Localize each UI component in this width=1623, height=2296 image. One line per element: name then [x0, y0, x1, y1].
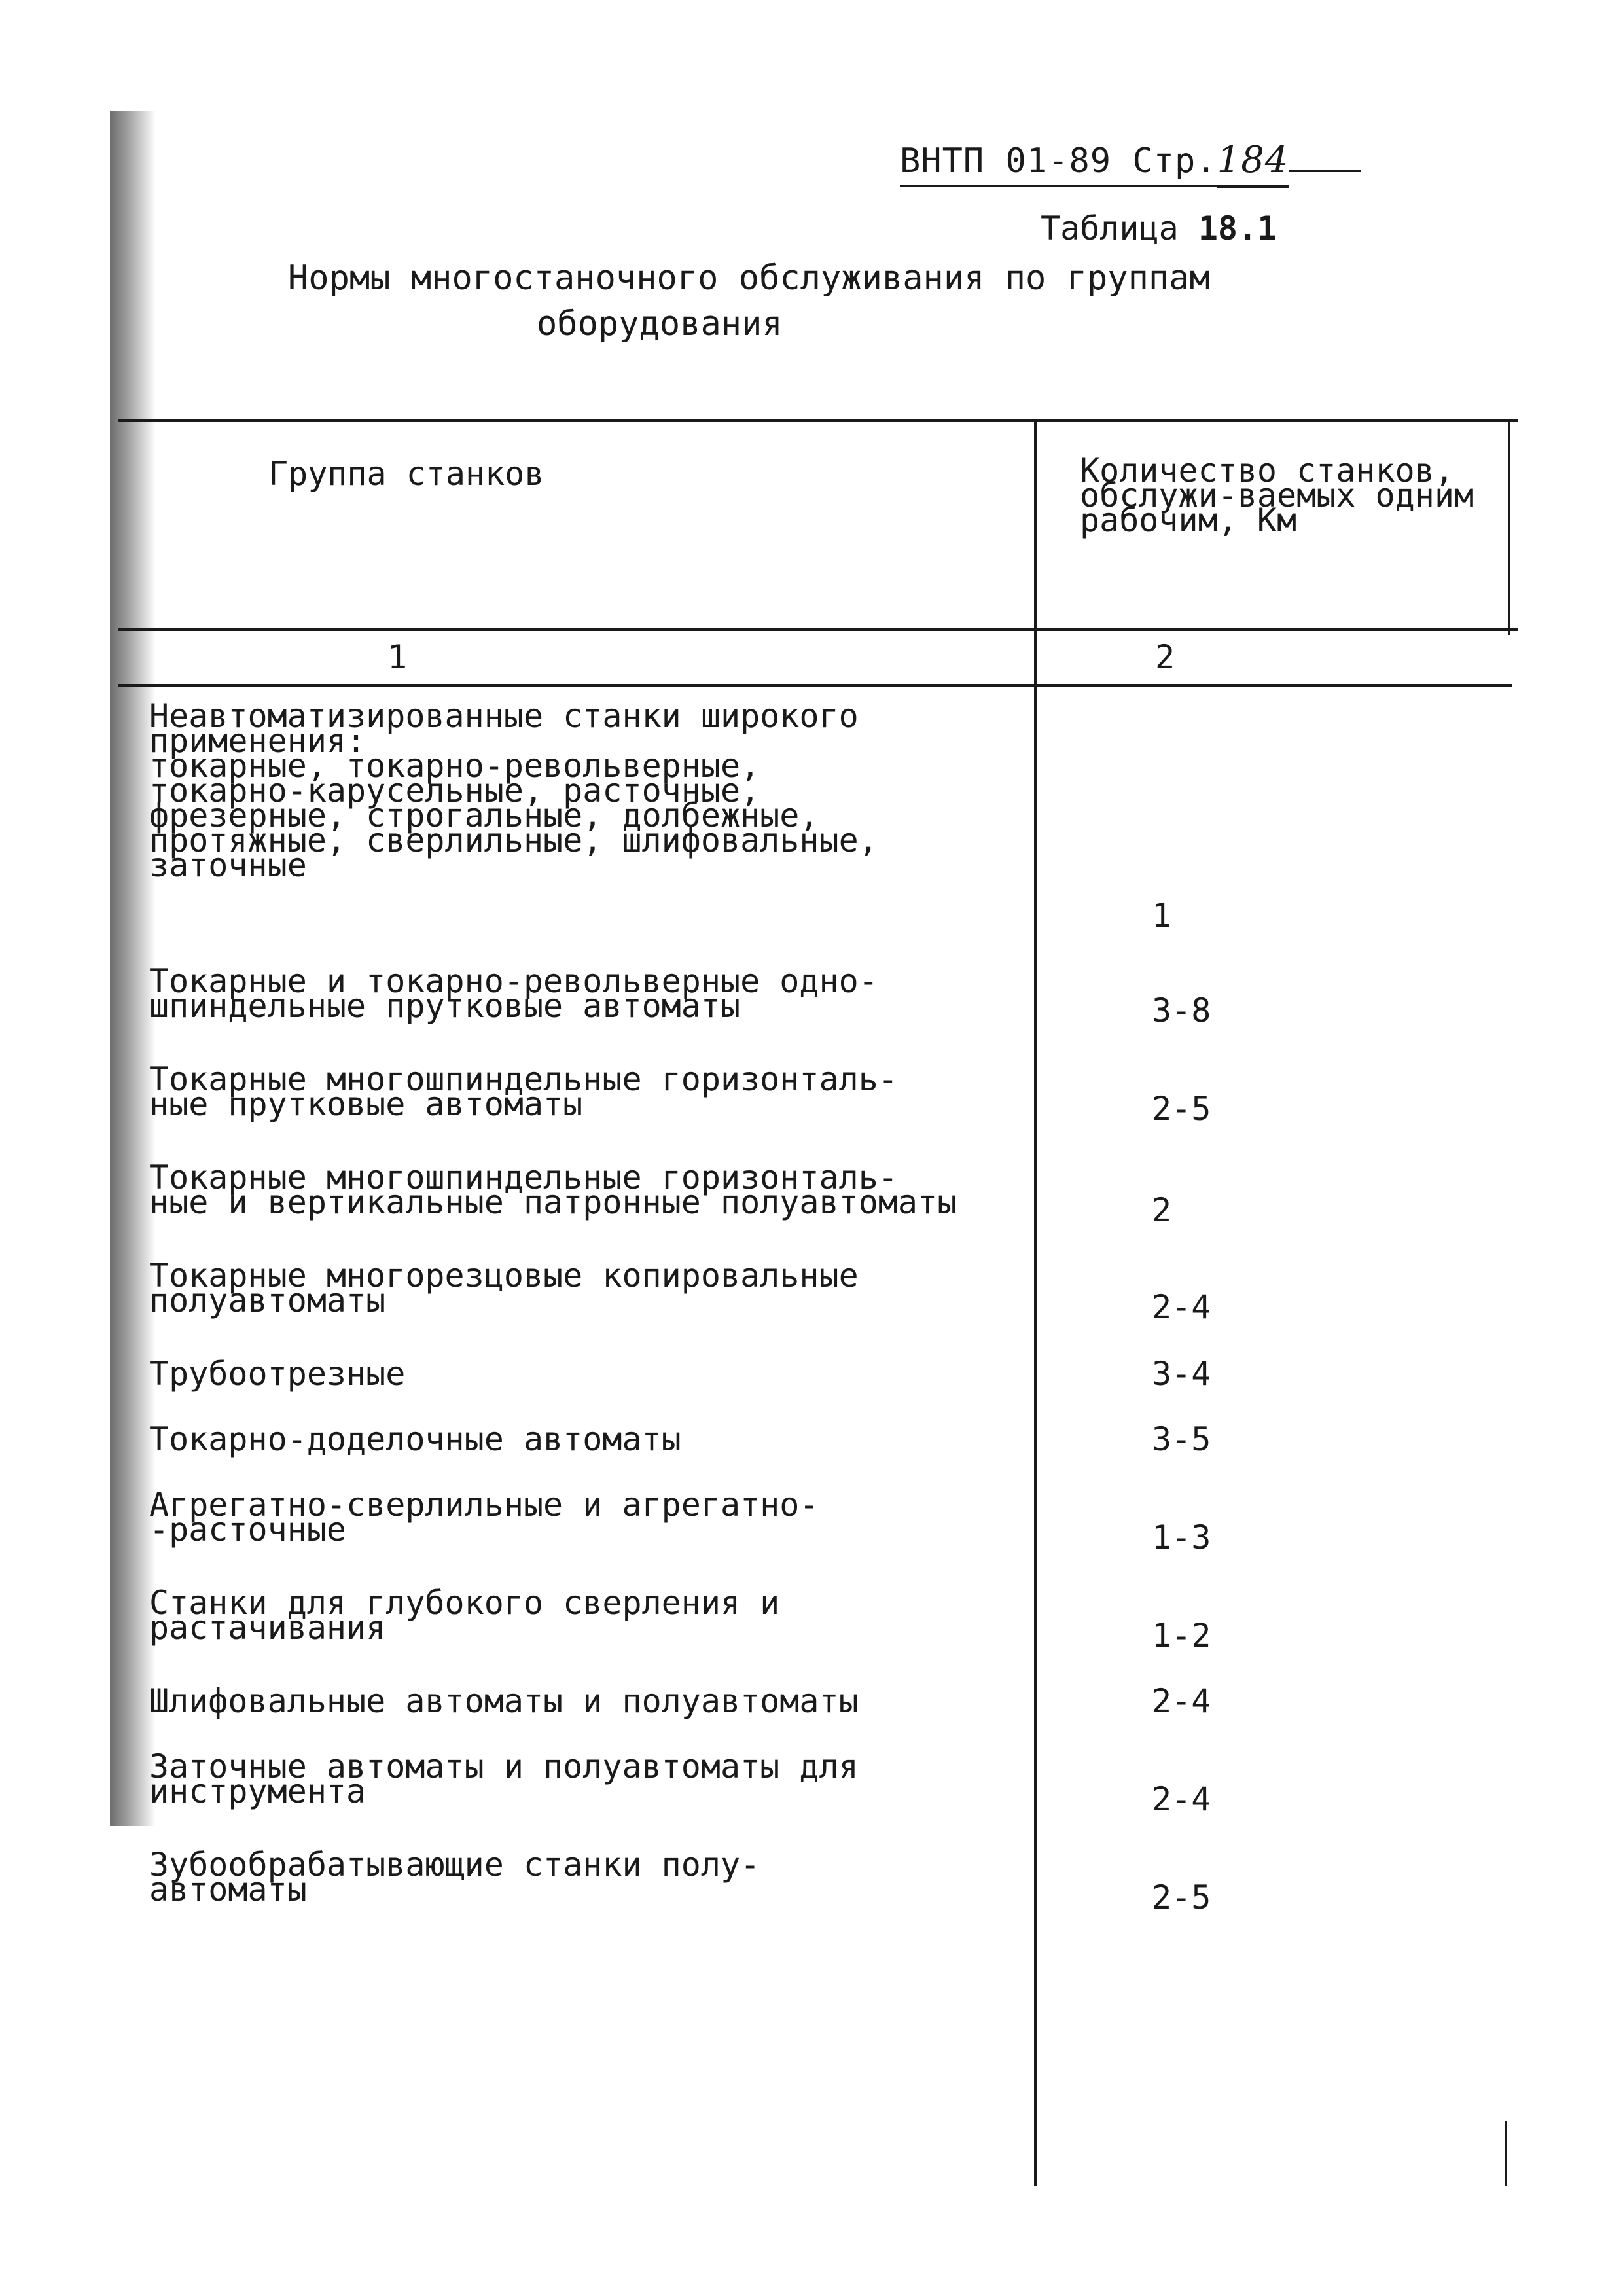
- table-row-count: 2-5: [1152, 1090, 1211, 1128]
- table-column-divider: [1034, 419, 1037, 2186]
- table-row-count: 1-2: [1152, 1617, 1211, 1655]
- table-right-border-bottom: [1505, 2121, 1507, 2186]
- table-label: [1041, 209, 1277, 247]
- table-row-group: Трубоотрезные: [149, 1355, 406, 1393]
- table-row-group: Токарные и токарно-револьверные одно- шпиндельные прутковые автоматы: [149, 962, 878, 1025]
- page-header: [900, 139, 1361, 181]
- table-row-group: Станки для глубокого сверления и растачивания: [149, 1584, 780, 1647]
- column-number-1: 1: [387, 638, 408, 676]
- page-number: 184: [1217, 139, 1289, 188]
- column-header-count: Количество станков, обслужи-ваемых одним рабочим, Км: [1080, 452, 1474, 539]
- table-row-group: Токарные многошпиндельные горизонталь- ные прутковые автоматы: [149, 1060, 898, 1123]
- table-row-count: 2-4: [1152, 1288, 1211, 1326]
- table-row-count: 1-3: [1152, 1518, 1211, 1556]
- column-header-group: Группа станков: [268, 455, 544, 493]
- table-row-group: Токарные многорезцовые копировальные полуавтоматы: [149, 1257, 859, 1319]
- table-number-rule: [118, 684, 1512, 687]
- table-row-count: 3-5: [1152, 1420, 1211, 1458]
- table-row-count: 1: [1152, 897, 1172, 935]
- table-row-group: Неавтоматизированные станки широкого применения: токарные, токарно-револьверные, токарно-карусельные, расточные, фрезерные, строгальные, долбежные, протяжные, сверлильные, шлифовальные, заточные: [149, 697, 878, 884]
- table-row-count: 2-5: [1152, 1878, 1211, 1916]
- table-header-rule: [118, 628, 1518, 631]
- header-underline: [1289, 170, 1361, 172]
- table-row-group: Шлифовальные автоматы и полуавтоматы: [149, 1682, 859, 1720]
- table-row-count: 3-8: [1152, 992, 1211, 1030]
- table-top-rule: [118, 419, 1518, 422]
- table-row-count: 2-4: [1152, 1780, 1211, 1818]
- table-row-count: 3-4: [1152, 1355, 1211, 1393]
- table-row-group: Токарные многошпиндельные горизонталь- ные и вертикальные патронные полуавтоматы: [149, 1158, 957, 1221]
- table-title-line1: Нормы многостаночного обслуживания по группам: [288, 259, 1210, 298]
- table-right-border: [1508, 419, 1510, 635]
- table-label-number: 18.1: [1198, 209, 1277, 247]
- document-code: ВНТП 01-89 Стр.: [900, 141, 1217, 187]
- column-number-2: 2: [1155, 638, 1175, 676]
- table-title: [288, 255, 1243, 347]
- table-row-group: Агрегатно-сверлильные и агрегатно- -расточные: [149, 1486, 819, 1549]
- table-row-count: 2: [1152, 1191, 1172, 1229]
- table-label-prefix: Таблица: [1041, 209, 1179, 247]
- table-row-group: Зубообрабатывающие станки полу- автоматы: [149, 1846, 760, 1909]
- table-title-line2: оборудования: [537, 304, 783, 344]
- table-row-count: 2-4: [1152, 1682, 1211, 1720]
- table-row-group: Заточные автоматы и полуавтоматы для инструмента: [149, 1748, 859, 1810]
- table-row-group: Токарно-доделочные автоматы: [149, 1420, 681, 1458]
